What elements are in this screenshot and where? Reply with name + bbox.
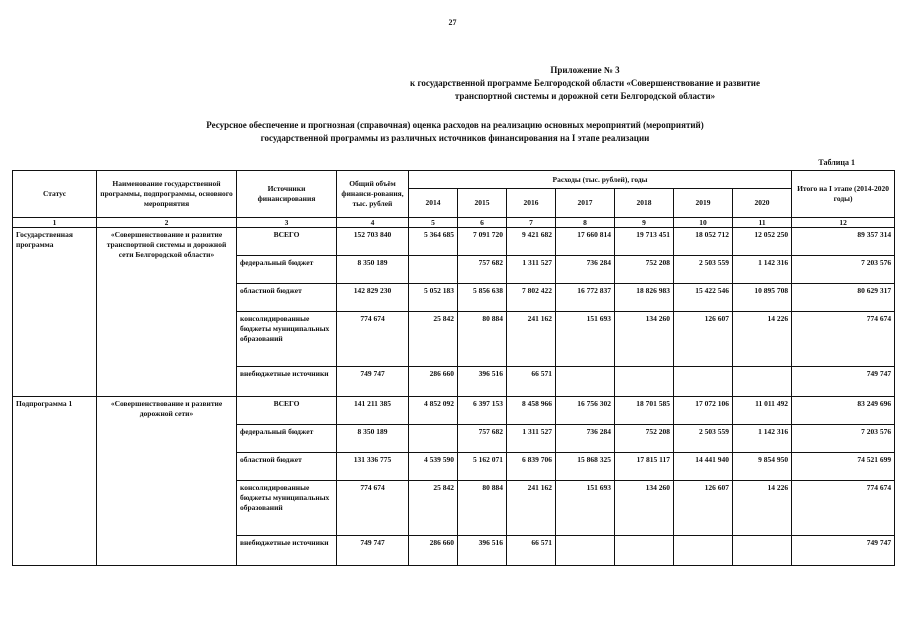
- year-value-cell: 25 842: [409, 312, 458, 367]
- year-value-cell: [733, 367, 792, 397]
- heading-line-2: государственной программы из различных источников финансирования на I этапе реализации: [260, 133, 650, 143]
- column-index: 2: [97, 218, 237, 228]
- stage-total-cell: 80 629 317: [792, 284, 895, 312]
- year-value-cell: 19 713 451: [615, 228, 674, 256]
- year-value-cell: 1 311 527: [507, 425, 556, 453]
- year-value-cell: [674, 367, 733, 397]
- table-row: [13, 228, 895, 256]
- year-value-cell: 151 693: [556, 481, 615, 536]
- column-index-row: [13, 218, 895, 228]
- year-value-cell: 14 226: [733, 481, 792, 536]
- column-index: 3: [237, 218, 337, 228]
- column-index: 5: [409, 218, 458, 228]
- total-cell: 749 747: [337, 536, 409, 566]
- stage-total-cell: 89 357 314: [792, 228, 895, 256]
- appendix-line-1: к государственной программе Белгородской области «Совершенствование и развитие: [410, 78, 760, 88]
- column-index: 10: [674, 218, 733, 228]
- year-value-cell: [409, 425, 458, 453]
- year-value-cell: 11 011 492: [733, 397, 792, 425]
- total-cell: 131 336 775: [337, 453, 409, 481]
- year-value-cell: 80 884: [458, 312, 507, 367]
- year-value-cell: 286 660: [409, 536, 458, 566]
- column-index: 6: [458, 218, 507, 228]
- header-year: 2016: [507, 189, 556, 218]
- year-value-cell: 151 693: [556, 312, 615, 367]
- year-value-cell: 14 441 940: [674, 453, 733, 481]
- year-value-cell: 396 516: [458, 536, 507, 566]
- row-status: Подпрограмма 1: [13, 397, 97, 566]
- funding-source: внебюджетные источники: [237, 536, 337, 566]
- year-value-cell: 1 142 316: [733, 256, 792, 284]
- column-index: 7: [507, 218, 556, 228]
- stage-total-cell: 774 674: [792, 312, 895, 367]
- year-value-cell: 1 142 316: [733, 425, 792, 453]
- funding-source: федеральный бюджет: [237, 425, 337, 453]
- year-value-cell: 126 607: [674, 312, 733, 367]
- year-value-cell: 10 895 708: [733, 284, 792, 312]
- stage-total-cell: 7 203 576: [792, 256, 895, 284]
- year-value-cell: [733, 536, 792, 566]
- stage-total-cell: 83 249 696: [792, 397, 895, 425]
- year-value-cell: 18 052 712: [674, 228, 733, 256]
- header-total: Общий объём финанси-рования, тыс. рублей: [337, 171, 409, 218]
- year-value-cell: 17 660 814: [556, 228, 615, 256]
- year-value-cell: 736 284: [556, 425, 615, 453]
- year-value-cell: 396 516: [458, 367, 507, 397]
- year-value-cell: 752 208: [615, 256, 674, 284]
- header-name: Наименование государственной программы, подпрограммы, основного мероприятия: [97, 171, 237, 218]
- table-body: [13, 228, 895, 566]
- year-value-cell: 134 260: [615, 312, 674, 367]
- year-value-cell: 80 884: [458, 481, 507, 536]
- appendix-header: [350, 64, 820, 103]
- year-value-cell: 4 539 590: [409, 453, 458, 481]
- total-cell: 152 703 840: [337, 228, 409, 256]
- funding-source: ВСЕГО: [237, 397, 337, 425]
- year-value-cell: 5 052 183: [409, 284, 458, 312]
- year-value-cell: 2 503 559: [674, 425, 733, 453]
- total-cell: 141 211 385: [337, 397, 409, 425]
- header-expenses: Расходы (тыс. рублей), годы: [409, 171, 792, 189]
- column-index: 9: [615, 218, 674, 228]
- year-value-cell: 17 072 106: [674, 397, 733, 425]
- column-index: 11: [733, 218, 792, 228]
- appendix-title: Приложение № 3: [550, 65, 620, 75]
- year-value-cell: 241 162: [507, 481, 556, 536]
- year-value-cell: 15 868 325: [556, 453, 615, 481]
- year-value-cell: 6 397 153: [458, 397, 507, 425]
- year-value-cell: 18 826 983: [615, 284, 674, 312]
- year-value-cell: 241 162: [507, 312, 556, 367]
- year-value-cell: 7 802 422: [507, 284, 556, 312]
- year-value-cell: 5 364 685: [409, 228, 458, 256]
- total-cell: 142 829 230: [337, 284, 409, 312]
- year-value-cell: 736 284: [556, 256, 615, 284]
- year-value-cell: 16 756 302: [556, 397, 615, 425]
- funding-source: консолидированные бюджеты муниципальных образований: [237, 481, 337, 536]
- year-value-cell: 8 458 966: [507, 397, 556, 425]
- year-value-cell: 7 091 720: [458, 228, 507, 256]
- year-value-cell: 757 682: [458, 256, 507, 284]
- funding-source: внебюджетные источники: [237, 367, 337, 397]
- table-label: Таблица 1: [818, 158, 855, 167]
- year-value-cell: 4 852 092: [409, 397, 458, 425]
- column-index: 4: [337, 218, 409, 228]
- funding-source: консолидированные бюджеты муниципальных образований: [237, 312, 337, 367]
- funding-source: ВСЕГО: [237, 228, 337, 256]
- header-stage-total: Итого на I этапе (2014-2020 годы): [792, 171, 895, 218]
- year-value-cell: 18 701 585: [615, 397, 674, 425]
- year-value-cell: 126 607: [674, 481, 733, 536]
- header-status: Статус: [13, 171, 97, 218]
- year-value-cell: [674, 536, 733, 566]
- year-value-cell: 9 421 682: [507, 228, 556, 256]
- year-value-cell: [556, 367, 615, 397]
- year-value-cell: 134 260: [615, 481, 674, 536]
- stage-total-cell: 749 747: [792, 536, 895, 566]
- column-index: 1: [13, 218, 97, 228]
- row-program-name: «Совершенствование и развитие транспортной системы и дорожной сети Белгородской области»: [97, 228, 237, 397]
- stage-total-cell: 7 203 576: [792, 425, 895, 453]
- column-index: 12: [792, 218, 895, 228]
- stage-total-cell: 74 521 699: [792, 453, 895, 481]
- header-year: 2018: [615, 189, 674, 218]
- funding-source: областной бюджет: [237, 284, 337, 312]
- page-number: 27: [448, 18, 457, 27]
- year-value-cell: [556, 536, 615, 566]
- header-sources: Источники финансирования: [237, 171, 337, 218]
- year-value-cell: 6 839 706: [507, 453, 556, 481]
- total-cell: 8 350 189: [337, 256, 409, 284]
- row-program-name: «Совершенствование и развитие дорожной сети»: [97, 397, 237, 566]
- year-value-cell: 1 311 527: [507, 256, 556, 284]
- year-value-cell: 2 503 559: [674, 256, 733, 284]
- year-value-cell: 9 854 950: [733, 453, 792, 481]
- total-cell: 8 350 189: [337, 425, 409, 453]
- stage-total-cell: 749 747: [792, 367, 895, 397]
- header-year: 2019: [674, 189, 733, 218]
- year-value-cell: 752 208: [615, 425, 674, 453]
- column-index: 8: [556, 218, 615, 228]
- heading-line-1: Ресурсное обеспечение и прогнозная (справочная) оценка расходов на реализацию основных мероприятий (мероприятий): [206, 120, 704, 130]
- year-value-cell: 66 571: [507, 536, 556, 566]
- header-year: 2015: [458, 189, 507, 218]
- year-value-cell: [615, 367, 674, 397]
- total-cell: 774 674: [337, 481, 409, 536]
- year-value-cell: 757 682: [458, 425, 507, 453]
- year-value-cell: 5 856 638: [458, 284, 507, 312]
- row-status: Государственная программа: [13, 228, 97, 397]
- total-cell: 749 747: [337, 367, 409, 397]
- total-cell: 774 674: [337, 312, 409, 367]
- financing-table: [12, 170, 895, 566]
- table-row: [13, 397, 895, 425]
- header-year: 2014: [409, 189, 458, 218]
- year-value-cell: 17 815 117: [615, 453, 674, 481]
- year-value-cell: 14 226: [733, 312, 792, 367]
- funding-source: федеральный бюджет: [237, 256, 337, 284]
- year-value-cell: [409, 256, 458, 284]
- appendix-line-2: транспортной системы и дорожной сети Белгородской области»: [454, 91, 716, 101]
- year-value-cell: 12 052 250: [733, 228, 792, 256]
- year-value-cell: [615, 536, 674, 566]
- year-value-cell: 5 162 071: [458, 453, 507, 481]
- year-value-cell: 25 842: [409, 481, 458, 536]
- stage-total-cell: 774 674: [792, 481, 895, 536]
- funding-source: областной бюджет: [237, 453, 337, 481]
- year-value-cell: 66 571: [507, 367, 556, 397]
- year-value-cell: 286 660: [409, 367, 458, 397]
- header-year: 2017: [556, 189, 615, 218]
- header-year: 2020: [733, 189, 792, 218]
- year-value-cell: 15 422 546: [674, 284, 733, 312]
- document-heading: [60, 119, 850, 145]
- year-value-cell: 16 772 837: [556, 284, 615, 312]
